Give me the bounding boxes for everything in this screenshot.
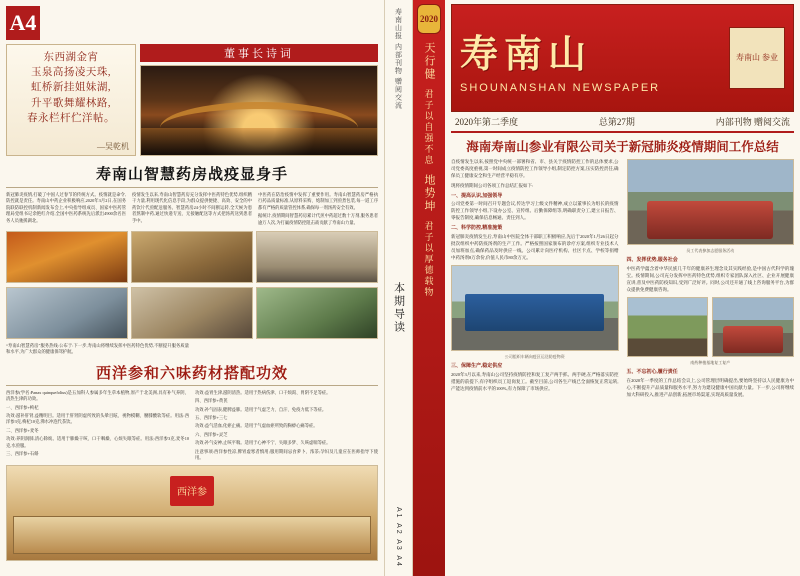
photo-volunteer-group: [627, 159, 795, 245]
poem-author: —吴乾机: [97, 142, 129, 151]
couplet-line-1: 天行健: [423, 42, 435, 81]
ad-product-tray: [13, 516, 371, 554]
ad-badge-label: 西洋参: [170, 476, 214, 506]
photo-caption-1: 公司组织车辆向疫区运送防疫物资: [504, 353, 565, 359]
photo-production-line: [256, 231, 378, 283]
article-2-body: [6, 390, 378, 462]
right-intro-1: 自疫情发生以来,按照党中央统一部署和省、市、县关于疫情防控工作的总体要求,公司党委高度重视,第一时间成立疫情防控工作领导小组,制定防控方案,压实防控责任,确保员工健康安全和生产经营平稳有序。: [451, 159, 619, 179]
right-section-3-text: 2020年3月以来,寿南山公司坚持疫情防控和复工复产两手抓、两手硬,在严格落实防控措施的前提下,有序组织员工返岗复工。截至目前,公司各生产线已全面恢复正常运转,产能达到疫情前水平的100%,有力保障了市场供应。: [451, 371, 619, 391]
chairman-poem-box: [6, 44, 136, 156]
article-2-title: 西洋参和六味药材搭配功效: [95, 365, 288, 382]
bridge-night-photo: [140, 65, 378, 156]
article-1-body: [6, 192, 378, 227]
article-2-sec-4-text: 功效:补气固表,健脾益肺。适用于气虚乏力、自汗、免疫力低下等症。: [195, 406, 327, 412]
article-2-sec-5: 五、西洋参+三七: [195, 415, 228, 421]
page-number-badge: A4: [6, 6, 40, 40]
photo-caption-2: 员工代表参加志愿服务活动: [686, 248, 735, 254]
article-1-para-3: 中医药在防治疫情中发挥了重要作用。寿南山智慧药房严格执行药品质量标准,从原料采购、炮制加工到煎煮包装,每一道工序都有严格的质量管控体系,确保每一剂汤药安全有效。: [258, 192, 378, 210]
article-2-sec-2-text: 功效:养阴润肺,清心除烦。适用于肺燥干咳、口干咽燥、心烦失眠等症。用法:西洋参3克,麦冬10克,水煎服。: [6, 436, 189, 448]
right-section-4-heading: 四、发挥优势,服务社会: [626, 258, 678, 264]
issue-number: 总第27期: [598, 117, 635, 127]
article-2-sec-2: 二、西洋参+麦冬: [6, 427, 39, 433]
article-2-sec-4: 四、西洋参+黄芪: [195, 398, 228, 404]
right-headline: 海南寿南山参业有限公司关于新冠肺炎疫情期间工作总结: [466, 140, 779, 154]
article-2-sec-5-text: 功效:益气活血,化瘀止痛。适用于气虚血瘀所致的胸痹心痛等症。: [195, 423, 318, 429]
spine-column: [385, 0, 413, 576]
left-page: [0, 0, 385, 576]
photo-site-inspection: [712, 297, 794, 357]
article-1-image-row-2: [6, 287, 378, 339]
spine-note: 寿南山报 内部刊物 赠阅交流: [394, 8, 403, 110]
divider-rule-2: [6, 385, 378, 386]
masthead-title: 寿南山: [460, 33, 593, 76]
article-2-sec-3-text: 功效:益胃生津,滋阴清热。适用于热病伤津、口干烦渴、胃阴不足等症。: [195, 389, 331, 395]
article-1-subnote-text: “寿南山智慧药房”服务热线:公布于:下一步,寿南山将继续发挥中医药特色优势,不断提升服务质量和水平,为广大群众的健康保驾护航。: [6, 342, 189, 355]
divider-rule: [6, 187, 378, 188]
article-2-lead: 西洋参(学名:Panax quinquefolius)是五加科人参属多年生草本植物,原产于北美洲,具有补气养阴、清热生津的功效。: [6, 389, 189, 402]
photo-workshop: [131, 287, 253, 339]
photo-quality-lab: [6, 287, 128, 339]
ginseng-product-ad: [6, 465, 378, 561]
couplet-line-4: 君子以厚德载物: [423, 221, 434, 298]
right-article-body: [451, 159, 794, 399]
right-section-2-text: 新冠肺炎疫情发生后,寿南山中医院全体干部职工积极响应,先后于2020年1月26日起分批次组织中药防疫汤剂的生产工作。严格按照国家颁布的诊疗方案,组织专业技术人员加班加点,确保药品及时供应一线。公司累计向医疗机构、社区卡点、学校等捐赠中药汤剂8万余份,价值人民币80余万元。: [451, 234, 619, 260]
article-2-sec-3: 三、西洋参+石斛: [6, 451, 39, 457]
photo-herb-storage: [6, 231, 128, 283]
photo-relief-truck: [451, 265, 619, 351]
article-2-sec-1-text: 功效:滋补肝肾,益精明目。适用于肝肾阴虚所致的头晕目眩、视物模糊、腰膝酸软等症。用法:西洋参3克,枸杞10克,沸水冲泡代茶饮。: [6, 413, 189, 425]
article-2-sec-1: 一、西洋参+枸杞: [6, 404, 39, 410]
distribution-note: 内部刊物 赠阅交流: [715, 117, 790, 127]
right-intro-2: 现将疫情期间公司各项工作总结汇报如下:: [451, 182, 534, 188]
right-section-2-heading: 二、科学防控,精准施策: [451, 226, 503, 232]
poem-line-4: 升平歌舞耀林路,: [30, 97, 112, 109]
issue-date: 2020年第二季度: [455, 117, 519, 127]
poem-line-1: 东西湖金宵: [43, 52, 99, 63]
article-1-image-row-1: [6, 231, 378, 283]
masthead-meta-bar: [451, 112, 794, 133]
right-section-3-heading: 三、保障生产,稳定供应: [451, 364, 503, 370]
right-section-1-heading: 一、提高认识,加强领导: [451, 193, 503, 199]
article-2-notice: 注意事项:西洋参性凉,脾胃虚寒者慎用;服用期间忌食萝卜、浓茶;孕妇及儿童应在医师指导下使用。: [195, 448, 378, 461]
red-divider-column: [413, 0, 445, 576]
photo-planting-base: [627, 297, 709, 357]
spine-title: 本期导读: [392, 282, 405, 335]
right-section-1-text: 公司党委第一时间召开专题会议,传达学习上级文件精神,成立以董事长为组长的疫情防控工作领导小组,下设办公室、宣传组、后勤保障组等,明确职责分工,建立日报告、零报告制度,确保信息畅通、责任到人。: [451, 201, 619, 221]
masthead-english-title: SHOUNANSHAN NEWSPAPER: [460, 81, 661, 94]
poem-line-2: 玉泉高扬凌天珠,: [30, 67, 112, 79]
year-lantern: 2020: [417, 4, 441, 34]
poem-line-3: 虹桥新挂姐妹湖,: [30, 82, 112, 94]
photo-herb-farm: [256, 287, 378, 339]
spine-page-list: A1 A2 A3 A4: [395, 507, 402, 568]
couplet-line-3: 地势坤: [423, 174, 435, 213]
article-1-para-1: 新冠肺炎疫情,打破了中国人过春节的传统方式。疫情就是命令,防控就是责任。寿南山中药企业积极响应,2020年3月2日,在国务院联防联控机制新闻发布会上,中央指导组成员、国家中医药管理局党组书记余艳红介绍,全国中医药系统先后派出4900余名医务人员驰援湖北。: [6, 192, 126, 223]
right-page: [445, 0, 800, 576]
couplet-line-2: 君子以自强不息: [423, 89, 434, 166]
article-1-para-2: 疫情发生以来,寿南山智慧药房充分发挥中医药特色优势,组织精干力量,利用现代化信息手段,为群众提供便捷、高效、安全的中药饮片代煎配送服务。智慧药房24小时不间断运转,全天候为患者熬制中药,通过快递专送、无接触配送等方式把汤药送到患者手中。: [132, 192, 252, 223]
masthead: [451, 4, 794, 112]
poem-banner: 董事长诗词: [140, 44, 378, 62]
photo-decoction-machine: [131, 231, 253, 283]
right-section-5-heading: 五、不忘初心,履行责任: [626, 370, 678, 376]
article-1-subnote: [6, 343, 378, 356]
photo-pair: [627, 297, 795, 357]
article-2-sec-6: 六、西洋参+灵芝: [195, 431, 228, 437]
poem-line-5: 春永栏杆伫洋帖。: [27, 112, 115, 124]
right-section-4-text: 中医药学蕴含着中华民族几千年的健康养生理念及其实践经验,是中国古代科学的瑰宝。疫情期间,公司充分发挥中医药特色优势,组织专家团队深入社区、企业开展健康宣讲,普及中医药防疫知识,受到广泛好评。同时,公司还开通了线上咨询服务平台,为群众提供免费健康咨询。: [626, 266, 794, 293]
company-logo: 寿南山 参业: [729, 27, 785, 89]
article-1-para-4: 据统计,疫情期间智慧药房累计代煎中药超过数十万剂,服务患者逾万人次,为打赢疫情防控阻击战贡献了寿南山力量。: [258, 213, 378, 225]
article-2-sec-6-text: 功效:补气安神,止咳平喘。适用于心神不宁、失眠多梦、久咳虚喘等症。: [195, 440, 331, 446]
top-band: [6, 44, 378, 156]
right-section-5-text: 在2020年一季度的工作总结会议上,公司管理层明确提出,要始终坚持以人民健康为中心,不断提升产品质量和服务水平,努力为建设健康中国贡献力量。下一步,公司将继续加大科研投入,推进产品创新,拓展市场渠道,实现高质量发展。: [626, 378, 794, 397]
article-1-title: 寿南山智慧药房战疫显身手: [95, 167, 288, 183]
photo-caption-3: 南药种植基地复工复产: [690, 360, 731, 366]
